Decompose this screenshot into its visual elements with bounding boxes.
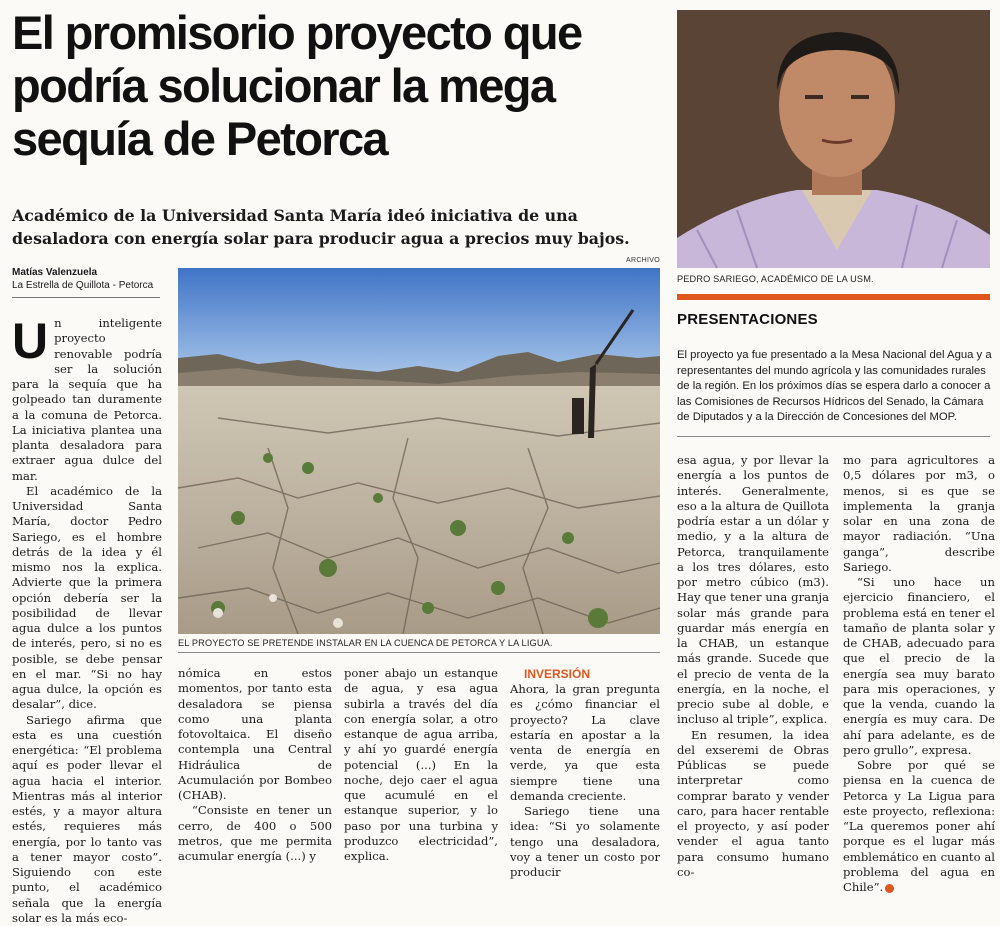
closing-text: Sobre por qué se piensa en la cuenca de Petorca y La Ligua para este proyecto, reflexiona: “La queremos poner ahí porque es el lugar más emblemático en cuanto al problema del agua en Chile”. — [843, 758, 995, 894]
paragraph: mo para agricultores a 0,5 dólares por m3, o menos, si es que se implementa la granja solar en una zona de mayor radiación. “Una ganga”, describe Sariego. — [843, 453, 995, 575]
paragraph: El académico de la Universidad Santa María, doctor Pedro Sariego, es el hombre detrás de la idea y él mismo nos la explica. Advierte que la primera opción debería ser la posibilidad de llevar agua dulce a los puntos de interés, pero, si no es posible, se debe pensar en el mar. “Si no hay agua dulce, la opción es desalar”, dice. — [12, 484, 162, 713]
drop-cap: U — [12, 320, 48, 362]
sidebar-divider — [677, 436, 990, 437]
article-column-5 — [677, 453, 829, 880]
lead-text: n inteligente proyecto renovable podría ser la solución para la sequía que ha golpeado tan duramente a la comuna de Petorca. La iniciativa plantea una planta desaladora para extraer agua dulce del mar. — [12, 316, 162, 483]
author-outlet: La Estrella de Quillota - Petorca — [12, 279, 160, 292]
caption-divider — [178, 652, 660, 653]
deck-subtitle: Académico de la Universidad Santa María ideó iniciativa de una desaladora con energía solar para producir agua a precios muy bajos. — [12, 204, 662, 250]
article-column-2 — [178, 666, 332, 864]
sidebar-title: PRESENTACIONES — [677, 311, 818, 328]
author-name: Matías Valenzuela — [12, 266, 160, 279]
paragraph: “Consiste en tener un cerro, de 400 o 500 metros, que me permita acumular energía (...) y — [178, 803, 332, 864]
article-column-4 — [510, 666, 660, 880]
headline: El promisorio proyecto que podría solucionar la mega sequía de Petorca — [12, 6, 662, 165]
article-column-6 — [843, 453, 995, 895]
sidebar-accent-bar — [677, 294, 990, 300]
paragraph: poner abajo un estanque de agua, y esa agua subirla a través del día con energía solar, a otro estanque de agua arriba, y ahí yo guardé energía potencial (...) En la noche, dejo caer el agua que acumulé en el estanque superior, y lo paso por una turbina y produzco electricidad”, explica. — [344, 666, 498, 864]
photo-caption: EL PROYECTO SE PRETENDE INSTALAR EN LA CUENCA DE PETORCA Y LA LIGUA. — [178, 638, 660, 648]
paragraph: Ahora, la gran pregunta es ¿cómo financiar el proyecto? La clave estaría en apostar a la venta de energía en verde, ya que esta siempre tiene una demanda creciente. — [510, 682, 660, 804]
paragraph: nómica en estos momentos, por tanto esta desaladora se piensa como una planta fotovoltaica. El diseño contempla una Central Hidráulica de Acumulación por Bombeo (CHAB). — [178, 666, 332, 803]
portrait-photo — [677, 10, 990, 268]
section-subhead: INVERSIÓN — [510, 666, 660, 682]
portrait-caption: PEDRO SARIEGO, ACADÉMICO DE LA USM. — [677, 274, 990, 284]
byline-divider — [12, 297, 160, 298]
photo-credit: ARCHIVO — [600, 257, 660, 264]
article-column-3 — [344, 666, 498, 864]
paragraph: Sariego afirma que esta es una cuestión energética: “El problema aquí es poder llevar el agua hacia el interior. Mientras más al interior estés, y a mayor altura estés, requieres más energía, por lo tanto vas a tener mayor costo”. Siguiendo con este punto, el académico señala que la energía solar es la más eco- — [12, 713, 162, 926]
end-of-article-icon — [885, 884, 894, 893]
paragraph: En resumen, la idea del exseremi de Obras Públicas se puede interpretar como comprar barato y vender caro, para hacer rentable el proyecto, y así poder vender el agua tanto para consumo humano co- — [677, 728, 829, 881]
paragraph: “Si uno hace un ejercicio financiero, el problema está en tener el tamaño de planta solar y de CHAB, adecuado para que el precio de la energía sea muy barato para mis operaciones, y que la venda, cuando la energía es muy cara. De ahí para adelante, es de pero grullo”, expresa. — [843, 575, 995, 758]
article-column-1 — [12, 316, 162, 926]
byline — [12, 266, 160, 292]
drought-landscape-photo — [178, 268, 660, 634]
paragraph: esa agua, y por llevar la energía a los puntos de interés. Generalmente, eso a la altura de Quillota podría estar a un dólar y medio, y a la altura de Petorca, tranquilamente a los tres dólares, esto por metro cúbico (m3). Hay que tener una granja solar más grande para guardar más energía en la CHAB, un estanque más grande. Sucede que el precio de venta de la energía, en la noche, el precio sube al doble, e incluso al triple”, explica. — [677, 453, 829, 728]
lead-paragraph — [12, 316, 162, 484]
closing-paragraph — [843, 758, 995, 895]
paragraph: Sariego tiene una idea: “Si yo solamente tengo una desaladora, voy a tener un costo por producir — [510, 804, 660, 880]
sidebar-text: El proyecto ya fue presentado a la Mesa Nacional del Agua y a representantes del mundo agrícola y las comunidades rurales de la región. En los próximos días se espera darlo a conocer a las Comisiones de Recursos Hídricos del Senado, la Cámara de Diputados y a la Dirección de Concesiones del MOP. — [677, 348, 992, 426]
